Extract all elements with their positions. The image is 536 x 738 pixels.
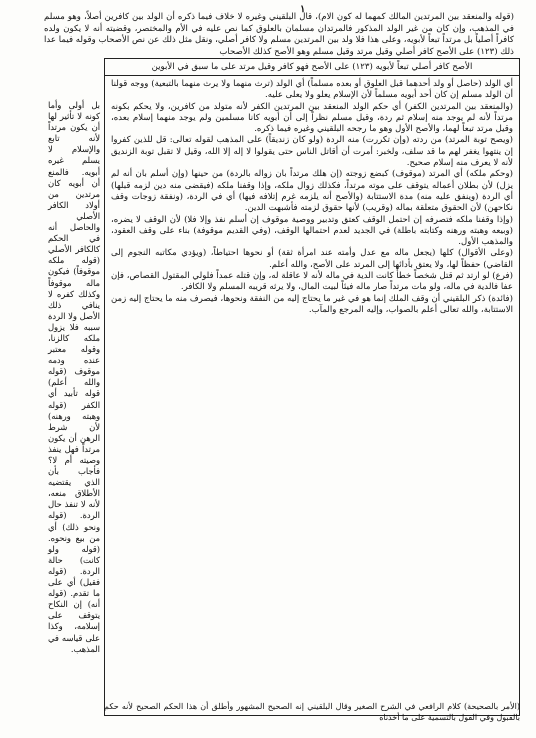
top-commentary bbox=[44, 12, 514, 58]
main-paragraph: (وإذا وقفنا ملكه فتصرفه إن احتمل الوقف كعتق وتدبير ووصية موقوف إن أسلم نفذ وإلا فلا) لأن الوقف لا يضره، (وبيعه وهبته ورهنه وكتابته باطلة) في الجديد لعدم احتمالها الوقف، (وفي القديم موقوفة) بناء على وقف العقود، والمذهب الأول. bbox=[111, 214, 513, 248]
main-paragraph: (وحكم ملكه) أي المرتد (موقوف) كبضع زوجته (إن هلك مرتداً بان زواله بالردة) من حينها (وإن أسلم بان أنه لم يزل) لأن بطلان أعماله يتوقف على موته مرتداً، فكذلك زوال ملكه، وإذا وقفنا ملكه (فيقضى منه دين لزمه قبلها) أي الردة (وينفق عليه منه) مدة الاستتابة (والأصح أنه يلزمه غرم إتلافه فيها) أي في الردة، (ونفقة زوجات وقف نكاحهن) لأن الحقوق متعلقة بماله (وقريب) لأنها حقوق لزمته فأشبهت الدين. bbox=[111, 169, 513, 214]
main-paragraph: (وعلى الأقوال) كلها (يجعل ماله مع عدل وأمته عند امرأة ثقة) أو نحوها احتياطاً، (ويؤدي مكاتبه النجوم إلى القاضي) حفظاً لها، ولا يعتق بأدائها إلى المرتد على الأصح، والله أعلم. bbox=[111, 248, 513, 270]
main-header-line: الأصح كافر أصلي تبعاً لأبويه (١٢٣) على الأصح فهو كافر وقيل مرتد على ما سبق في الأبوين bbox=[105, 59, 519, 76]
margin-commentary-column bbox=[48, 100, 100, 655]
main-text-frame bbox=[104, 58, 520, 716]
main-paragraph: أي الولد (حاصل أو ولد أحدهما قبل العلوق أو بعده مسلماً) أي الولد (ترث منهما ولا يرث منهما بالتبعية) ووجه قولنا أن الولد مسلم إن كان أحد أبويه مسلماً لأن الإسلام يعلو ولا يعلى عليه. bbox=[111, 79, 513, 101]
main-paragraph: (ويصح توبة المرتد) من ردته (وإن تكررت) منه الردة (ولو كان زنديقاً) على المذهب لقوله تعالى: قل للذين كفروا إن ينتهوا يغفر لهم ما قد سلف، ولخبر: أمرت أن أقاتل الناس حتى يقولوا لا إله إلا الله، وقيل لا تقبل توبة الزنديق لأنه لا يعرف منه إسلام صحيح. bbox=[111, 135, 513, 169]
main-paragraph: (والمنعقد بين المرتدين الكفر) أي حكم الولد المنعقد بين المرتدين الكفر لأنه متولد من كافرين، ولا يحكم بكونه مرتداً لأنه لم يوجد منه إسلام ثم ردة، وقيل مسلم نظراً إلى أن أبويه كانا مسلمين ولم يوجد منهما إسلام بعده، وقيل مرتد تبعاً لهما، والأصح الأول وهو ما رجحه البلقيني وغيره فيما ذكره. bbox=[111, 101, 513, 135]
main-paragraph: (فائدة) ذكر البلقيني أن وقف الملك إنما هو في غير ما يحتاج إليه من النفقة ونحوها، فيصرف منه ما يحتاج إليه زمن الاستتابة، والله تعالى أعلم بالصواب، وإليه المرجع والمآب. bbox=[110, 293, 513, 315]
margin-paragraph: بل أولى وأما كونه لا تأثير لها أن يكون مرتداً لأنه تابع والإسلام لا يسلم غيره أبويه. فالمنع أن أبويه كان مرتدين من أولاد الكافر الأصلي والحاصل أنه في الحكم كالكافر الأصلي (قوله ملكه موقوفاً) فيكون ماله موقوفاً وكذلك كفره لا ينافي ذلك الأصل ولا الردة سببه فلا يزول ملكه كالزنا، وقوله معتبر عنده ودمه موقوف (قوله والله أعلم) قوله تأبيد أي الكفر (قوله وهبته ورهنه) لأن شرط الرهن أن يكون مرتداً فهل ينفذ وصيته أم لا؟ فأجاب بأن الذي يقتضيه الأطلاق منعه، لأنه لا تنفذ حال الردة. (قوله ونحو ذلك) أي من بيع ونحوه. (قوله ولو كانت) حالة الردة. (قوله فقيل) أي على ما تقدم. (قوله أنه) إن النكاح يتوقف على إسلامه، وكذا على قياسه في المذهب. bbox=[48, 100, 100, 654]
main-paragraph: (فرع) لو ارتد ثم قتل شخصاً خطأً كانت الدية في ماله لأنه لا عاقلة له، وإن قتله عمداً فلولي المقتول القصاص، فإن عفا فالدية في ماله، ولو مات مرتداً صار ماله فيئاً لبيت المال، ولا يرثه قريبه المسلم ولا الكافر. bbox=[111, 271, 513, 293]
folio-number: ١ bbox=[300, 4, 306, 15]
top-paragraph: (قوله والمنعقد بين المرتدين المالك كمهما له كون الام)، قال البلقيني وغيره لا خلاف فيما ذكره أن الولد بين كافرين أصلاً، وهو مسلم في المذهب، وإن كان من غير الولد المذكور فالمرتدان مسلمان بالعلوق كما نص عليه في الأم والمختصر، وقضيته أنه لا يكون ولده كافراً أصلياً بل مرتداً تبعاً لأبويه، وعلى هذا فلا ولد بين المرتدين مسلم ولا كافر أصلي، ونقل مثل ذلك عن نص الأصحاب وقوله فيما عدا ذلك (١٢٣) على الأصح كافر أصلي وقيل مرتد وقيل مسلم وهو الأصح كذلك الأصحاب bbox=[44, 12, 514, 57]
bottom-footnote: (الأمر بالصحيحة) كلام الرافعي في الشرح الصغير وقال البلقيني إنه الصحيح المشهور وأطلق أن هذا الحكم الصحيح لأنه حكم بالقبول وفي القول بالتسمية على ما أخذناه bbox=[104, 702, 520, 722]
main-text-body bbox=[111, 79, 513, 316]
